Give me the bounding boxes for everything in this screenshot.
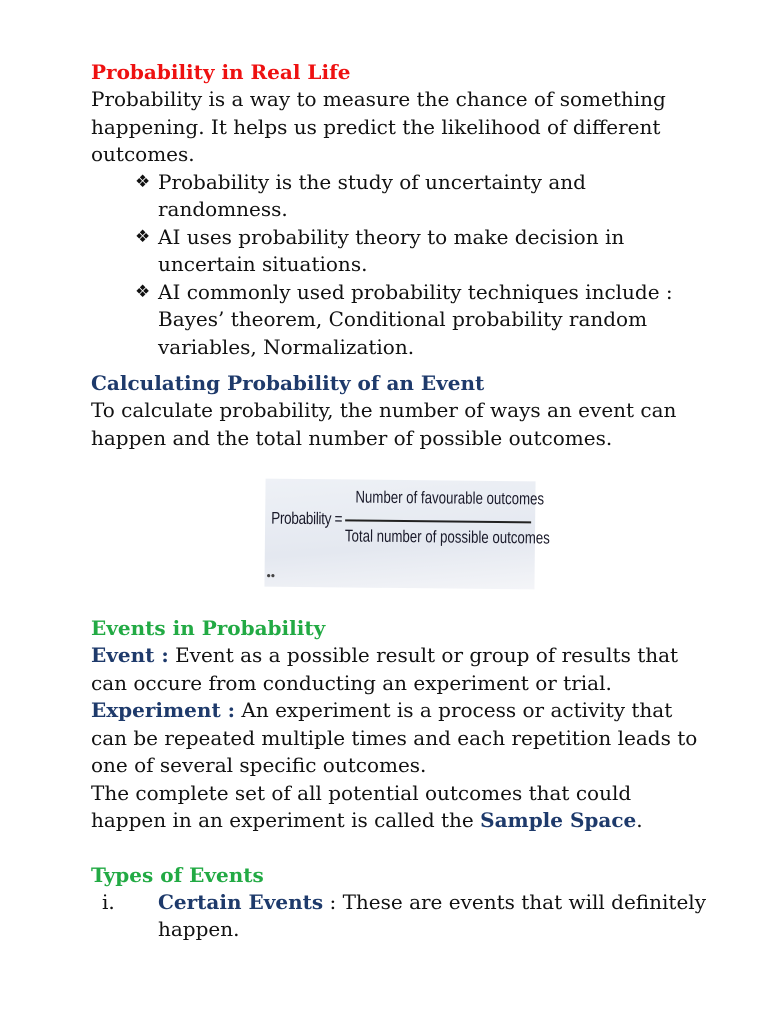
sample-text-before: The complete set of all potential outcomes that could happen in an experiment is called the (91, 780, 632, 832)
formula-lhs: Probability = (271, 508, 343, 529)
certain-events-text: : These are events that will definitely happen. (158, 889, 706, 941)
fraction-bar (345, 519, 531, 522)
section-intro-paragraph: To calculate probability, the number of ways an event can happen and the total number of possible outcomes. (91, 398, 677, 450)
event-text: Event as a possible result or group of results that can occure from conducting an experiment or trial. (91, 643, 679, 695)
certain-events-term: Certain Events (158, 889, 324, 914)
formula-marks: •• (266, 568, 276, 583)
diamond-bullet-icon: ❖ (135, 171, 151, 192)
section-heading-events-in-probability: Events in Probability (91, 616, 326, 640)
experiment-text: An experiment is a process or activity that can be repeated multiple times and each repetition leads to one of several specific outcomes. (91, 698, 698, 777)
experiment-term: Experiment : (91, 698, 236, 722)
sample-space-term: Sample Space (480, 808, 637, 832)
experiment-definition (91, 697, 711, 780)
bullet-text: AI uses probability theory to make decision in uncertain situations. (158, 224, 625, 276)
event-term: Event : (91, 643, 169, 667)
probability-formula-image (264, 479, 550, 590)
formula-numerator: Number of favourable outcomes (355, 487, 545, 509)
bullet-item (135, 169, 711, 224)
sample-space-definition (91, 780, 711, 835)
bullet-list (91, 169, 711, 362)
document-page (91, 58, 711, 944)
section-heading-types-of-events: Types of Events (91, 862, 264, 887)
diamond-bullet-icon: ❖ (135, 281, 151, 302)
sample-text-after: . (636, 808, 643, 832)
section-heading-probability-real-life: Probability in Real Life (91, 60, 351, 84)
types-of-events-list (91, 889, 711, 944)
formula-denominator: Total number of possible outcomes (344, 526, 550, 548)
section-heading-calculating-probability: Calculating Probability of an Event (91, 371, 485, 395)
diamond-bullet-icon: ❖ (135, 226, 151, 247)
bullet-item (135, 279, 711, 362)
list-item (91, 889, 711, 944)
bullet-text: Probability is the study of uncertainty and randomness. (158, 169, 586, 221)
bullet-text: AI commonly used probability techniques include : Bayes’ theorem, Conditional probability random variables, Normalization. (158, 279, 673, 359)
event-definition (91, 642, 711, 697)
section-intro-paragraph: Probability is a way to measure the chance of something happening. It helps us predict the likelihood of different outcomes. (91, 87, 666, 166)
bullet-item (135, 224, 711, 279)
list-numeral: i. (102, 889, 115, 914)
